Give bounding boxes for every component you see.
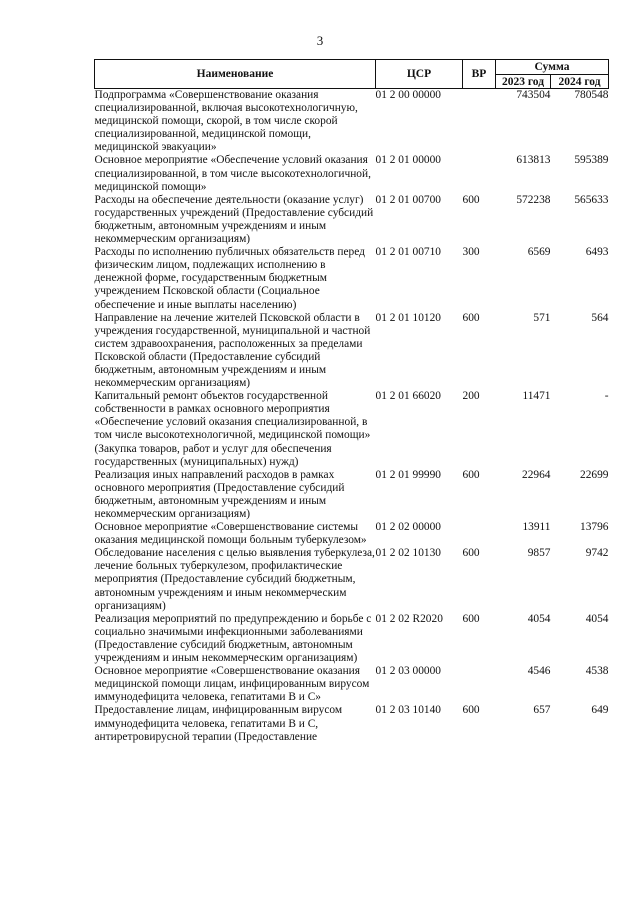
- row-vr: 200: [462, 390, 480, 403]
- header-year-2023: 2023 год: [496, 75, 551, 89]
- row-amount-2024: 565633: [574, 193, 609, 206]
- table-row: [95, 469, 609, 521]
- row-amount-2024: 22699: [580, 468, 609, 481]
- row-vr: 300: [462, 246, 480, 259]
- row-name: Реализация иных направлений расходов в рамках основного мероприятия (Предоставление субсидий бюджетным, автономным учреждениям и иным некоммерческим организациям): [94, 468, 345, 520]
- row-name: Предоставление лицам, инфицированным вирусом иммунодефицита человека, гепатитами В и С, антиретровирусной терапии (Предоставление: [94, 704, 343, 743]
- row-amount-2024: 6493: [585, 246, 609, 259]
- row-csr: 01 2 01 00700: [375, 193, 441, 206]
- page-number: 3: [316, 33, 324, 48]
- row-csr: 01 2 03 10140: [375, 704, 441, 717]
- row-vr: [463, 521, 496, 547]
- row-amount-2023: 572238: [516, 193, 551, 206]
- row-vr: 600: [462, 311, 480, 324]
- row-amount-2023: 4546: [527, 665, 551, 678]
- row-amount-2023: 6569: [527, 246, 551, 259]
- row-csr: 01 2 02 00000: [375, 521, 441, 534]
- row-amount-2024: 4538: [585, 665, 609, 678]
- table-row: [95, 665, 609, 704]
- row-csr: 01 2 01 00710: [375, 246, 441, 259]
- row-vr: [463, 154, 496, 193]
- row-csr: 01 2 00 00000: [375, 89, 441, 101]
- row-amount-2023: 13911: [522, 521, 551, 534]
- row-csr: 01 2 02 R2020: [375, 612, 443, 625]
- table-row: [95, 246, 609, 311]
- row-amount-2024: 564: [591, 311, 609, 324]
- table-row: [95, 521, 609, 547]
- row-amount-2023: 743504: [516, 89, 551, 101]
- row-amount-2024: 595389: [574, 154, 609, 167]
- row-vr: 600: [462, 468, 480, 481]
- row-vr: 600: [462, 612, 480, 625]
- header-year-2024: 2024 год: [551, 75, 609, 89]
- row-amount-2024: 4054: [585, 612, 609, 625]
- table-row: [95, 89, 609, 155]
- budget-table: [94, 59, 609, 744]
- row-amount-2023: 22964: [522, 468, 551, 481]
- table-row: [95, 312, 609, 391]
- row-amount-2024: -: [604, 390, 609, 403]
- row-vr: 600: [462, 547, 480, 560]
- row-amount-2023: 11471: [522, 390, 551, 403]
- row-csr: 01 2 01 66020: [375, 390, 441, 403]
- row-name: Реализация мероприятий по предупреждению и борьбе с социально значимыми инфекционными заболеваниями (Предоставление субсидий бюджетным, автономным учреждениям и иным некоммерческим организациям): [94, 612, 372, 665]
- row-vr: 600: [462, 704, 480, 717]
- row-name: Расходы по исполнению публичных обязательств перед физическим лицом, подлежащих исполнению в денежной форме, государственным бюджетным учреждением Псковской области (Социальное обеспечение и иные выплаты населению): [94, 246, 365, 311]
- row-csr: 01 2 01 10120: [375, 311, 441, 324]
- row-amount-2023: 9857: [527, 547, 551, 560]
- row-amount-2023: 571: [533, 311, 551, 324]
- row-csr: 01 2 03 00000: [375, 665, 441, 678]
- row-amount-2023: 657: [533, 704, 551, 717]
- row-vr: [463, 665, 496, 704]
- table-row: [95, 154, 609, 193]
- table-body: [95, 89, 609, 744]
- header-vr: ВР: [463, 60, 496, 89]
- table-row: [95, 613, 609, 665]
- row-vr: [463, 89, 496, 155]
- row-csr: 01 2 02 10130: [375, 547, 441, 560]
- table-row: [95, 194, 609, 246]
- table-row: [95, 547, 609, 612]
- row-name: Основное мероприятие «Обеспечение условий оказания специализированной, в том числе высокотехнологичной, медицинской помощи»: [94, 154, 371, 193]
- header-sum: Сумма: [496, 60, 609, 75]
- row-vr: 600: [462, 193, 480, 206]
- row-name: Подпрограмма «Совершенствование оказания специализированной, включая высокотехнологичную, медицинской помощи, скорой, в том числе скорой специализированной, медицинской помощи, медицинской эвакуации»: [94, 89, 358, 154]
- row-name: Основное мероприятие «Совершенствование системы оказания медицинской помощи больным туберкулезом»: [94, 521, 367, 547]
- row-name: Направление на лечение жителей Псковской области в учреждения государственной, муниципальной и частной систем здравоохранения, расположенных за пределами Псковской области (Предоставление субсидий бюджетным, автономным учреждениям и иным некоммерческим организациям): [94, 311, 371, 390]
- row-name: Расходы на обеспечение деятельности (оказание услуг) государственных учреждений (Предоставление субсидий бюджетным, автономным учреждениям и иным некоммерческим организациям): [94, 193, 374, 246]
- row-csr: 01 2 01 00000: [375, 154, 441, 167]
- row-amount-2024: 649: [591, 704, 609, 717]
- row-amount-2023: 613813: [516, 154, 551, 167]
- table-row: [95, 390, 609, 469]
- row-csr: 01 2 01 99990: [375, 468, 441, 481]
- row-name: Капитальный ремонт объектов государственной собственности в рамках основного мероприятия «Обеспечение условий оказания специализированной, в том числе высокотехнологичной, медицинской помощи» (Закупка товаров, работ и услуг для обеспечения государственных (муниципальных) нужд): [94, 390, 371, 468]
- row-amount-2024: 9742: [585, 547, 609, 560]
- header-name: Наименование: [95, 60, 376, 89]
- table-row: [95, 704, 609, 743]
- row-name: Основное мероприятие «Совершенствование оказания медицинской помощи лицам, инфицированным вирусом иммунодефицита человека, гепатитами В и С»: [94, 665, 370, 704]
- header-csr: ЦСР: [376, 60, 463, 89]
- row-amount-2024: 13796: [580, 521, 609, 534]
- row-name: Обследование населения с целью выявления туберкулеза, лечение больных туберкулезом, профилактические мероприятия (Предоставление субсидий бюджетным, автономным учреждениям и иным некоммерческим организациям): [94, 547, 375, 612]
- row-amount-2023: 4054: [527, 612, 551, 625]
- row-amount-2024: 780548: [574, 89, 609, 101]
- table-header: [95, 60, 609, 89]
